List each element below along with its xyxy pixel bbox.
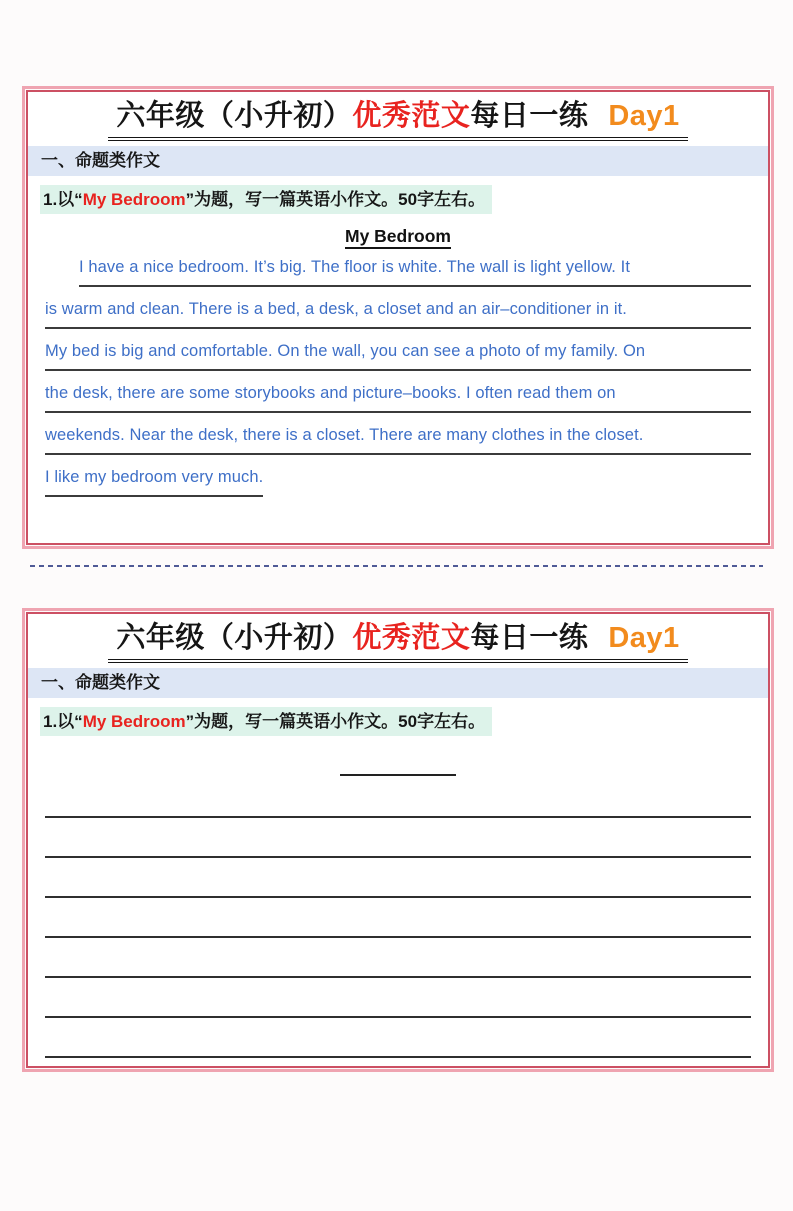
prompt-highlight: [40, 185, 492, 214]
panel-header: [28, 92, 768, 141]
prompt-suffix: ”为题，写一篇英语小作文。50字左右。: [185, 190, 486, 209]
essay-title-text: My Bedroom: [345, 226, 451, 249]
essay-line: I have a nice bedroom. It’s big. The floor is white. The wall is light yellow. It: [79, 256, 751, 287]
prompt-highlight: [40, 707, 492, 736]
section-header: 一、命题类作文: [28, 146, 768, 176]
writing-line: [45, 978, 751, 1018]
title-grade-segment: 六年级（小升初）: [116, 100, 353, 132]
section-header: 一、命题类作文: [28, 668, 768, 698]
title-highlight-segment: 优秀范文: [352, 100, 471, 132]
title-daily-segment: 每日一练: [470, 100, 589, 132]
writing-line: [45, 898, 751, 938]
essay-line: I like my bedroom very much.: [45, 466, 263, 497]
title-daily-segment: 每日一练: [470, 622, 589, 654]
essay-line: My bed is big and comfortable. On the wall, you can see a photo of my family. On: [45, 340, 751, 371]
prompt-topic: My Bedroom: [82, 190, 186, 209]
writing-line: [45, 938, 751, 978]
sample-essay-panel: [26, 90, 770, 545]
title-grade-segment: 六年级（小升初）: [116, 622, 353, 654]
essay-line: the desk, there are some storybooks and picture–books. I often read them on: [45, 382, 751, 413]
writing-line: [45, 818, 751, 858]
day-badge: Day1: [608, 622, 680, 654]
prompt-prefix: 1.以“: [43, 190, 83, 209]
prompt-prefix: 1.以“: [43, 712, 83, 731]
day-badge: Day1: [608, 100, 680, 132]
practice-panel: [26, 612, 770, 1068]
exercise-prompt: [40, 708, 756, 736]
exercise-prompt: [40, 186, 756, 214]
page-title: [108, 619, 687, 663]
panel-header: [28, 614, 768, 663]
writing-line: [45, 1018, 751, 1058]
dashed-divider: [30, 565, 763, 567]
writing-line: [45, 778, 751, 818]
essay-title: [28, 226, 768, 247]
prompt-suffix: ”为题，写一篇英语小作文。50字左右。: [185, 712, 486, 731]
prompt-topic: My Bedroom: [82, 712, 186, 731]
title-blank-line: [340, 774, 456, 776]
essay-line: weekends. Near the desk, there is a closet. There are many clothes in the closet.: [45, 424, 751, 455]
essay-line: is warm and clean. There is a bed, a desk, a closet and an air–conditioner in it.: [45, 298, 751, 329]
title-highlight-segment: 优秀范文: [352, 622, 471, 654]
page-title: [108, 97, 687, 141]
writing-line: [45, 858, 751, 898]
essay-body: [45, 256, 751, 497]
writing-lines: [45, 778, 751, 1058]
